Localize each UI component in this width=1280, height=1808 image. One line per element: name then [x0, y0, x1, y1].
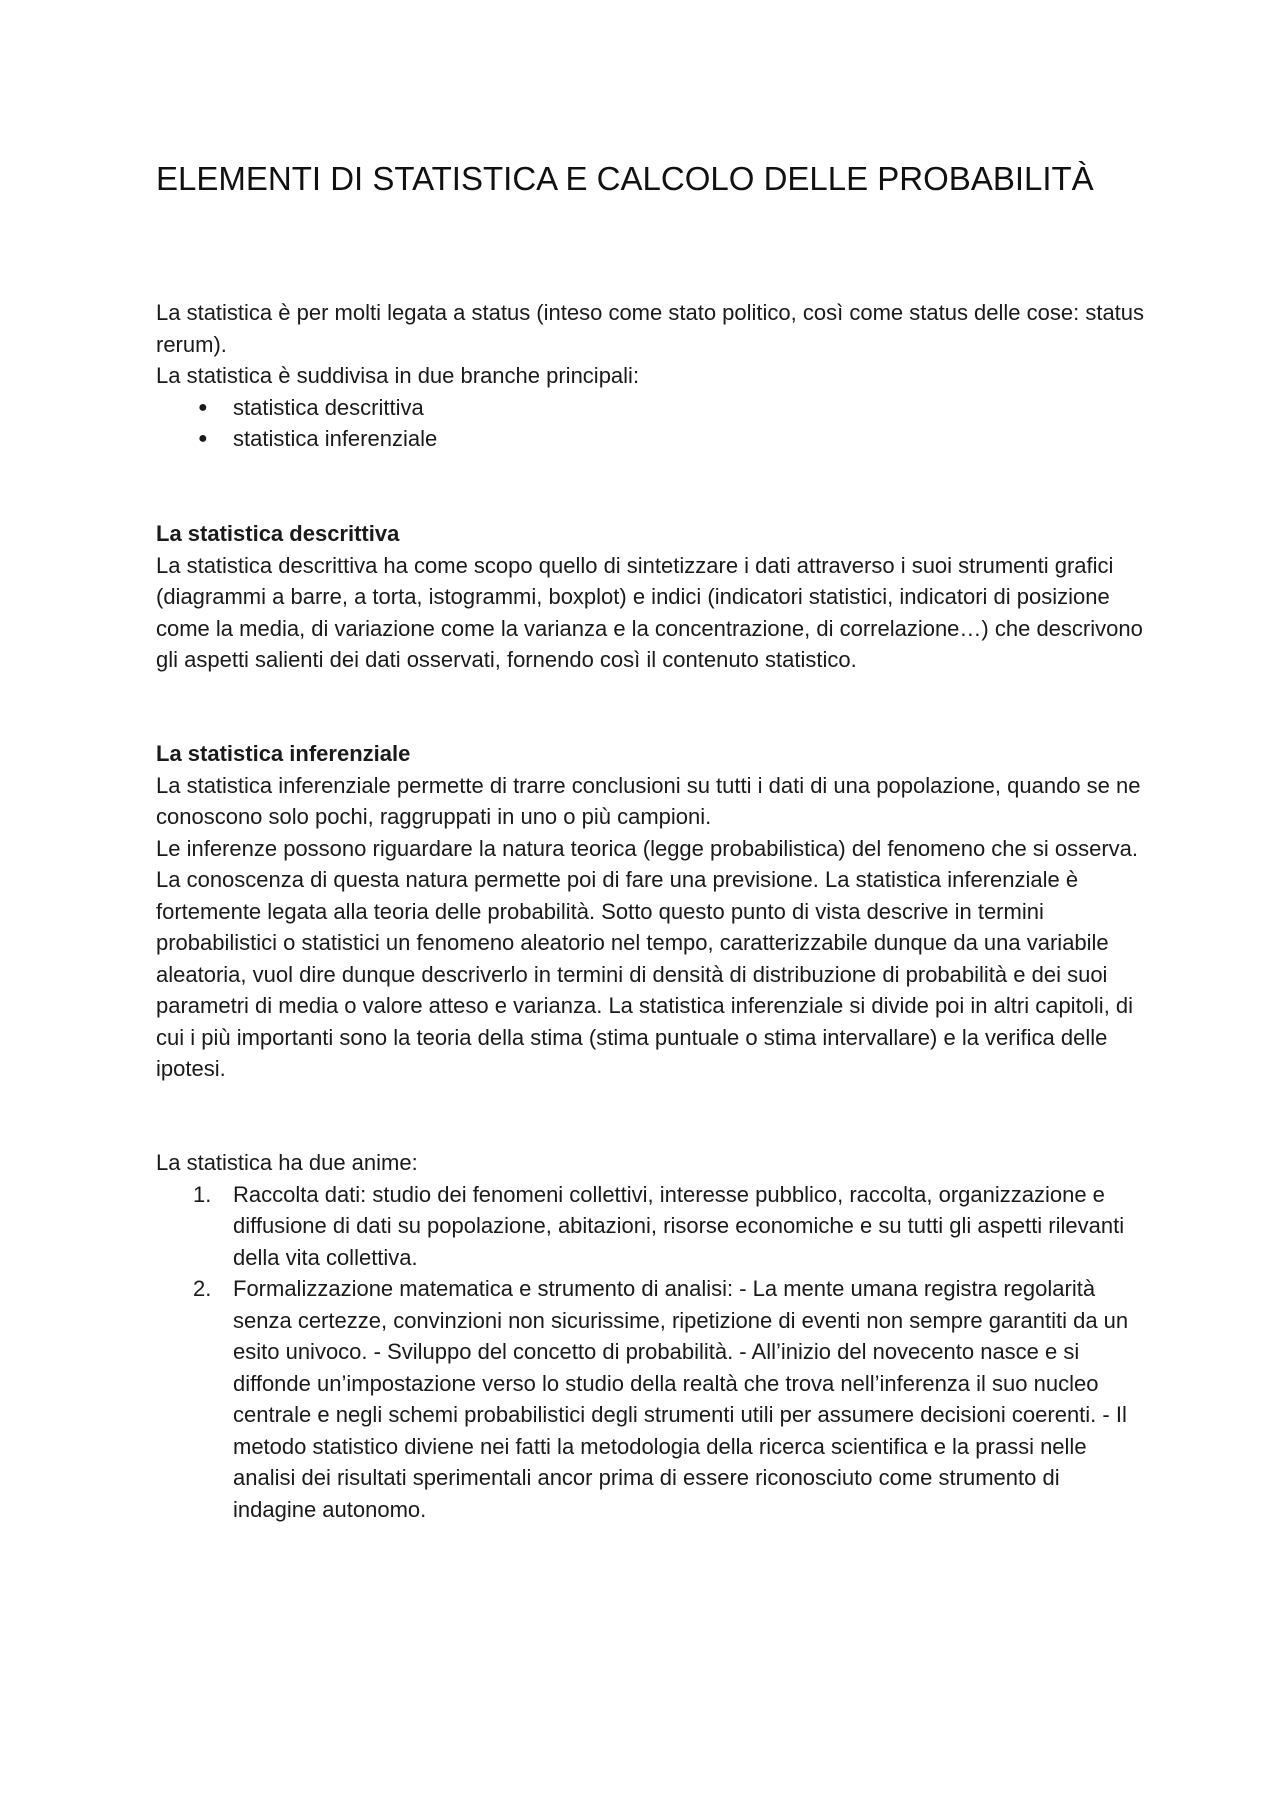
list-number: 1. — [193, 1181, 212, 1207]
anime-intro: La statistica ha due anime: — [156, 1150, 418, 1175]
intro-paragraph-2: La statistica è suddivisa in due branche principali: — [156, 363, 640, 388]
anime-section — [156, 1147, 1146, 1525]
bullet-icon: ● — [198, 430, 208, 447]
section-heading-descrittiva: La statistica descrittiva — [156, 521, 400, 546]
inferenziale-section — [156, 738, 1146, 1085]
list-item — [156, 423, 1146, 455]
intro-paragraph-1: La statistica è per molti legata a status (inteso come stato politico, così come status delle cose: status rerum). — [156, 300, 1145, 357]
list-item — [156, 1179, 1146, 1274]
list-item-text: statistica inferenziale — [233, 426, 438, 451]
intro-section — [156, 297, 1146, 455]
list-item — [156, 1273, 1146, 1525]
list-number: 2. — [193, 1276, 212, 1301]
section-heading-inferenziale: La statistica inferenziale — [156, 741, 411, 766]
inferenziale-paragraph-1: La statistica inferenziale permette di trarre conclusioni su tutti i dati di una popolazione, quando se ne conoscono solo pochi, raggruppati in uno o più campioni. — [156, 772, 1141, 829]
branches-list — [156, 392, 1146, 455]
anime-list — [156, 1179, 1146, 1526]
inferenziale-paragraph-2: Le inferenze possono riguardare la natura teorica (legge probabilistica) del fenomeno che si osserva. La conoscenza di questa natura permette poi di fare una previsione. La statistica inferenziale è fortemente legata alla teoria delle probabilità. Sotto questo punto di vista descrive in termini probabilistici o statistici un fenomeno aleatorio nel tempo, caratterizzabile dunque da una variabile aleatoria, vuol dire dunque descriverlo in termini di densità di distribuzione di probabilità e dei suoi parametri di media o valore atteso e varianza. La statistica inferenziale si divide poi in altri capitoli, di cui i più importanti sono la teoria della stima (stima puntuale o stima intervallare) e la verifica delle ipotesi. — [156, 835, 1139, 1081]
list-item — [156, 392, 1146, 424]
list-item-text: Formalizzazione matematica e strumento di analisi: - La mente umana registra regolarità senza certezze, convinzioni non sicurissime, ripetizione di eventi non sempre garantiti da un esito univoco. - Sviluppo del concetto di probabilità. - All’inizio del novecento nasce e si diffonde un’impostazione verso lo studio della realtà che trova nell’inferenza il suo nucleo centrale e negli schemi probabilistici degli strumenti utili per assumere decisioni coerenti. - Il metodo statistico diviene nei fatti la metodologia della ricerca scientifica e la prassi nelle analisi dei risultati sperimentali ancor prima di essere riconosciuto come strumento di indagine autonomo. — [233, 1276, 1129, 1522]
list-item-text: statistica descrittiva — [233, 394, 424, 420]
descrittiva-section — [156, 518, 1146, 676]
descrittiva-paragraph: La statistica descrittiva ha come scopo quello di sintetizzare i dati attraverso i suoi strumenti grafici (diagrammi a barre, a torta, istogrammi, boxplot) e indici (indicatori statistici, indicatori di posizione come la media, di variazione come la varianza e la concentrazione, di correlazione…) che descrivono gli aspetti salienti dei dati osservati, fornendo così il contenuto statistico. — [156, 552, 1143, 672]
document-title: ELEMENTI DI STATISTICA E CALCOLO DELLE PROBABILITÀ — [156, 160, 1094, 197]
bullet-icon: ● — [198, 398, 208, 416]
list-item-text: Raccolta dati: studio dei fenomeni collettivi, interesse pubblico, raccolta, organizzazione e diffusione di dati su popolazione, abitazioni, risorse economiche e su tutti gli aspetti rilevanti della vita collettiva. — [233, 1181, 1125, 1270]
